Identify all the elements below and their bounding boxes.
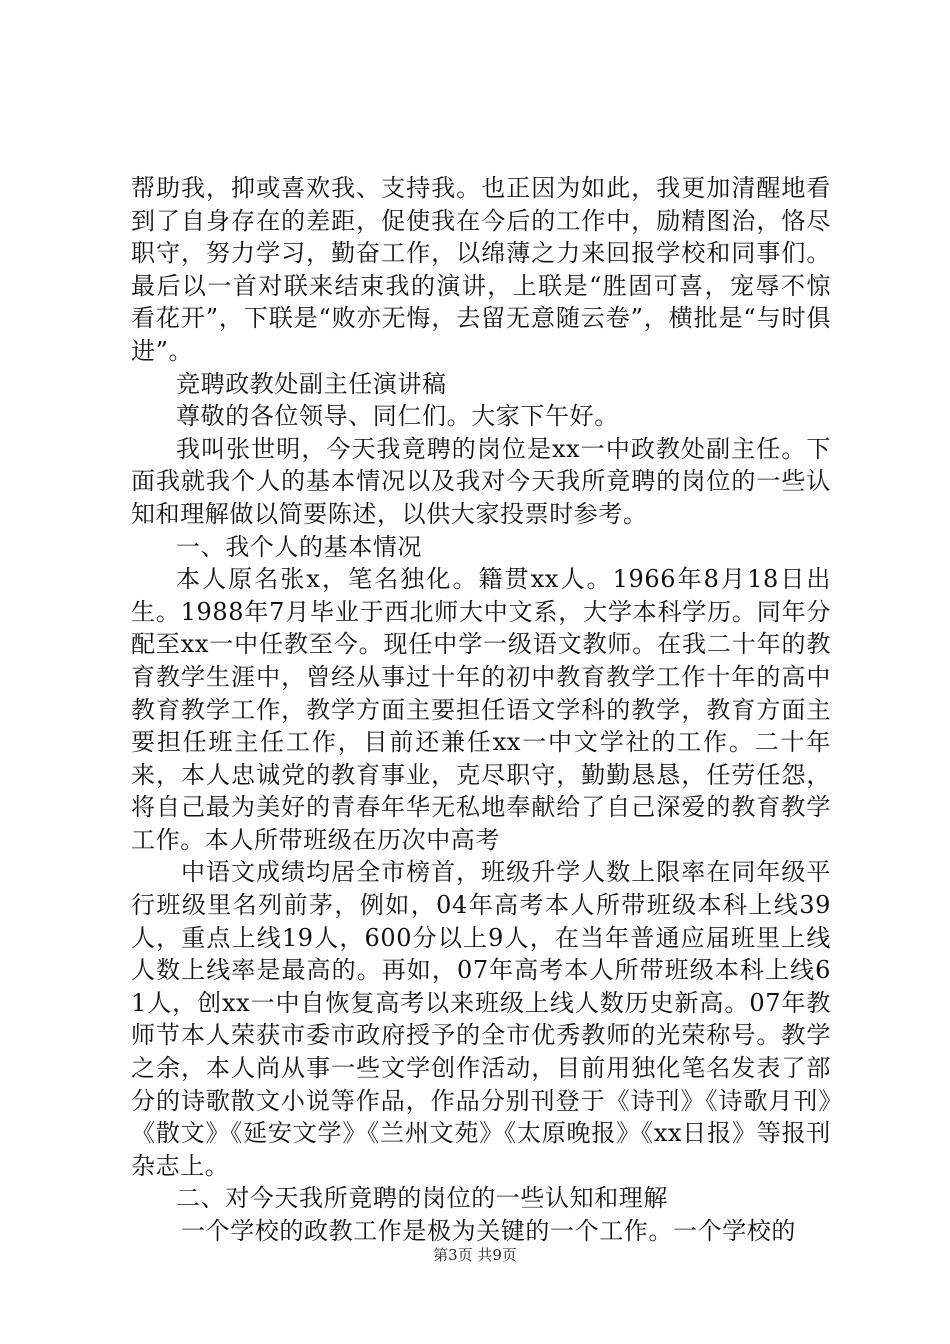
paragraph-achievements: 中语文成绩均居全市榜首，班级升学人数上限率在同年级平行班级里名列前茅，例如，04年高考本人所带班级本科上线39人，重点上线19人，600分以上9人，在当年普通应届班里上线人数上线率是最高的。再如，07年高考本人所带班级本科上线61人，创xx一中自恢复高考以来班级上线人数历史新高。07年教师节本人荣获市委市政府授予的全市优秀教师的光荣称号。教学之余，本人尚从事一些文学创作活动，目前用独化笔名发表了部分的诗歌散文小说等作品，作品分别刊登于《诗刊》《诗歌月刊》《散文》《延安文学》《兰州文苑》《太原晚报》《xx日报》等报刊杂志上。 bbox=[131, 858, 831, 1180]
section-heading-1: 一、我个人的基本情况 bbox=[176, 532, 422, 561]
document-body bbox=[131, 172, 831, 1248]
paragraph-intro: 我叫张世明，今天我竟聘的岗位是xx一中政教处副主任。下面我就我个人的基本情况以及我对今天我所竟聘的岗位的一些认知和理解做以简要陈述，以供大家投票时参考。 bbox=[131, 434, 831, 528]
paragraph-continuation: 帮助我，抑或喜欢我、支持我。也正因为如此，我更加清醒地看到了自身存在的差距，促使我在今后的工作中，励精图治，恪尽职守，努力学习，勤奋工作，以绵薄之力来回报学校和同事们。最后以一首对联来结束我的演讲，上联是“胜固可喜，宠辱不惊看花开”，下联是“败亦无悔，去留无意随云卷”，横批是“与时俱进”。 bbox=[131, 174, 831, 365]
paragraph-background: 本人原名张x，笔名独化。籍贯xx人。1966年8月18日出生。1988年7月毕业于西北师大中文系，大学本科学历。同年分配至xx一中任教至今。现任中学一级语文教师。在我二十年的教育教学生涯中，曾经从事过十年的初中教育教学工作十年的高中教育教学工作，教学方面主要担任语文学科的教学，教育方面主要担任班主任工作，目前还兼任xx一中文学社的工作。二十年来，本人忠诚党的教育事业，克尽职守，勤勤恳恳，任劳任怨，将自己最为美好的青春年华无私地奉献给了自己深爱的教育教学工作。本人所带班级在历次中高考 bbox=[131, 565, 831, 854]
section-heading-2: 二、对今天我所竟聘的岗位的一些认知和理解 bbox=[176, 1184, 668, 1213]
salutation: 尊敬的各位领导、同仁们。大家下午好。 bbox=[176, 402, 619, 431]
paragraph-role: 一个学校的政教工作是极为关键的一个工作。一个学校的 bbox=[181, 1217, 796, 1245]
speech-title: 竞聘政教处副主任演讲稿 bbox=[176, 369, 447, 398]
page-number-footer: 第3页 共9页 bbox=[433, 1246, 517, 1264]
